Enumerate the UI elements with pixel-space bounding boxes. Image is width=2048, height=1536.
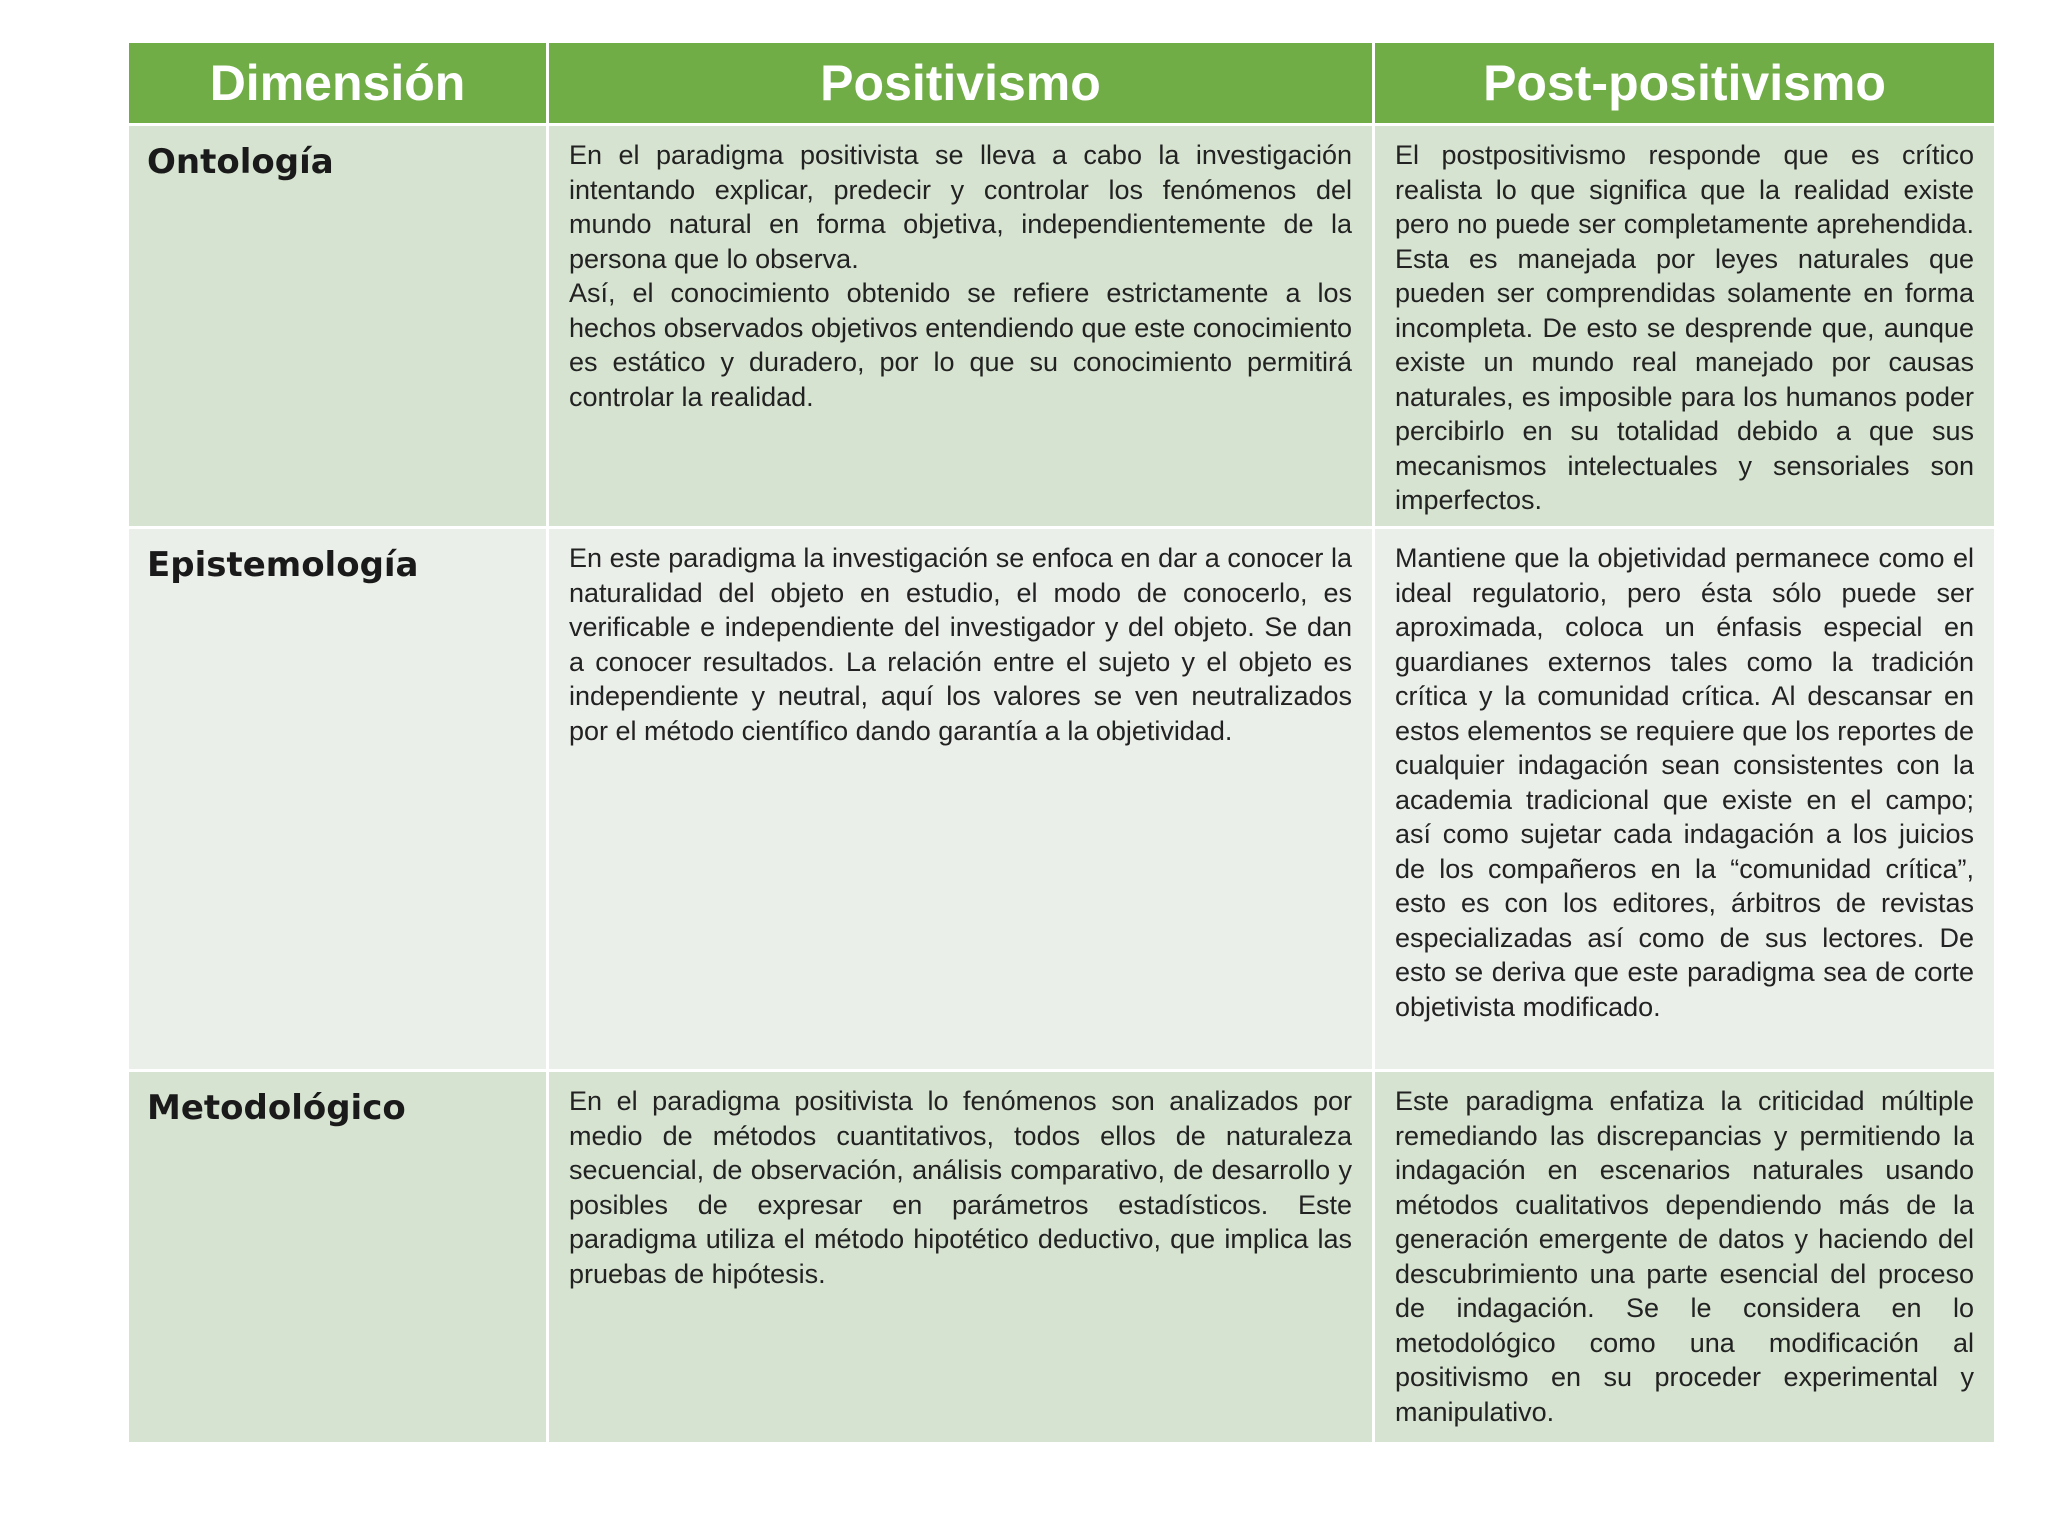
header-row: [128, 42, 1996, 125]
table-row: [128, 125, 1996, 528]
positivismo-cell: [548, 528, 1374, 1071]
header-positivismo: Positivismo: [548, 42, 1374, 125]
post-positivismo-cell: [1374, 125, 1996, 528]
table-row: [128, 1071, 1996, 1444]
header-dimension: Dimensión: [128, 42, 548, 125]
cell-paragraph: En este paradigma la investigación se enfoca en dar a conocer la naturalidad del objeto en estudio, el modo de conocerlo, es verificable e independiente del investigador y del objeto. Se dan a conocer resultados. La relación entre el sujeto y el objeto es independiente y neutral, aquí los valores se ven neutralizados por el método científico dando garantía a la objetividad.: [569, 543, 1352, 746]
header-post-positivismo: Post-positivismo: [1374, 42, 1996, 125]
dimension-cell: Epistemología: [128, 528, 548, 1071]
cell-paragraph: Mantiene que la objetividad permanece como el ideal regulatorio, pero ésta sólo puede ser aproximada, coloca un énfasis especial en guardianes externos tales como la tradición crítica y la comunidad crítica. Al descansar en estos elementos se requiere que los reportes de cualquier indagación sean consistentes con la academia tradicional que existe en el campo; así como sujetar cada indagación a los juicios de los compañeros en la “comunidad crítica”, esto es con los editores, árbitros de revistas especializadas así como de sus lectores. De esto se deriva que este paradigma sea de corte objetivista modificado.: [1395, 543, 1974, 1022]
table-row: [128, 528, 1996, 1071]
cell-paragraph: Así, el conocimiento obtenido se refiere estrictamente a los hechos observados objetivos entendiendo que este conocimiento es estático y duradero, por lo que su conocimiento permitirá controlar la realidad.: [569, 278, 1352, 412]
cell-paragraph: En el paradigma positivista lo fenómenos son analizados por medio de métodos cuantitativos, todos ellos de naturaleza secuencial, de observación, análisis comparativo, de desarrollo y posibles de expresar en parámetros estadísticos. Este paradigma utiliza el método hipotético deductivo, que implica las pruebas de hipótesis.: [569, 1086, 1352, 1289]
cell-paragraph: En el paradigma positivista se lleva a cabo la investigación intentando explicar, predecir y controlar los fenómenos del mundo natural en forma objetiva, independientemente de la persona que lo observa.: [569, 140, 1352, 274]
positivismo-cell: [548, 1071, 1374, 1444]
positivismo-cell: [548, 125, 1374, 528]
cell-paragraph: El postpositivismo responde que es crítico realista lo que significa que la realidad existe pero no puede ser completamente aprehendida. Esta es manejada por leyes naturales que pueden ser comprendidas solamente en forma incompleta. De esto se desprende que, aunque existe un mundo real manejado por causas naturales, es imposible para los humanos poder percibirlo en su totalidad debido a que sus mecanismos intelectuales y sensoriales son imperfectos.: [1395, 140, 1974, 515]
cell-paragraph: Este paradigma enfatiza la criticidad múltiple remediando las discrepancias y permitiendo la indagación en escenarios naturales usando métodos cualitativos dependiendo más de la generación emergente de datos y haciendo del descubrimiento una parte esencial del proceso de indagación. Se le considera en lo metodológico como una modificación al positivismo en su proceder experimental y manipulativo.: [1395, 1086, 1974, 1427]
comparison-table: [126, 40, 1997, 1445]
post-positivismo-cell: [1374, 528, 1996, 1071]
dimension-cell: Metodológico: [128, 1071, 548, 1444]
post-positivismo-cell: [1374, 1071, 1996, 1444]
dimension-cell: Ontología: [128, 125, 548, 528]
